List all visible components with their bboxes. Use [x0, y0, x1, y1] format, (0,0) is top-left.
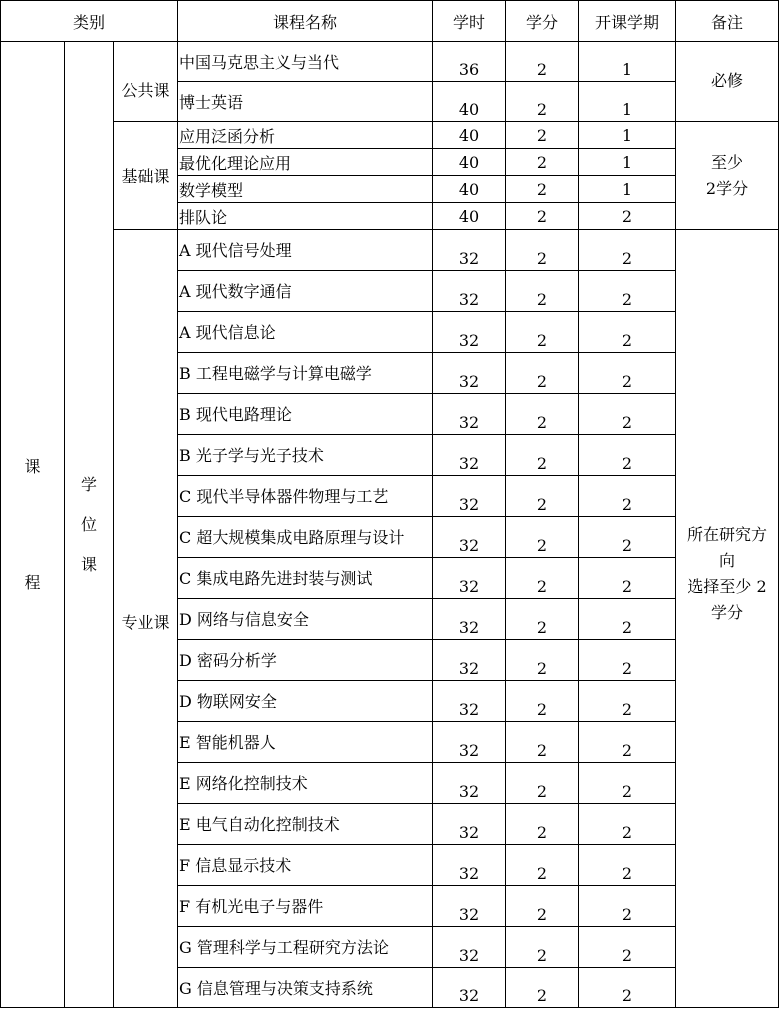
semester-cell: 1: [579, 82, 676, 122]
group-remark-cell: [676, 42, 779, 122]
group-remark-cell: [676, 122, 779, 230]
group-name-cell: 基础课: [114, 122, 178, 230]
remark-line: 必修: [711, 71, 744, 90]
group-name-cell: 专业课: [114, 230, 178, 1008]
credits-cell: 2: [506, 845, 579, 886]
credits-cell: 2: [506, 763, 579, 804]
credits-cell: 2: [506, 558, 579, 599]
credits-cell: 2: [506, 353, 579, 394]
header-semester: 开课学期: [579, 1, 676, 42]
hours-cell: 32: [433, 435, 506, 476]
course-name-cell: C 现代半导体器件物理与工艺: [178, 476, 433, 517]
hours-cell: 32: [433, 640, 506, 681]
semester-cell: 2: [579, 968, 676, 1008]
credits-cell: 2: [506, 122, 579, 149]
category-level2-char: 位: [80, 514, 97, 534]
credits-cell: 2: [506, 149, 579, 176]
semester-cell: 2: [579, 927, 676, 968]
semester-cell: 2: [579, 203, 676, 230]
course-name-cell: 应用泛函分析: [178, 122, 433, 149]
credits-cell: 2: [506, 599, 579, 640]
table-row: [1, 230, 779, 271]
semester-cell: 1: [579, 42, 676, 82]
semester-cell: 2: [579, 599, 676, 640]
semester-cell: 2: [579, 353, 676, 394]
semester-cell: 2: [579, 517, 676, 558]
category-level1-char: 程: [24, 572, 41, 592]
course-name-cell: E 电气自动化控制技术: [178, 804, 433, 845]
credits-cell: 2: [506, 230, 579, 271]
semester-cell: 2: [579, 271, 676, 312]
course-name-cell: D 密码分析学: [178, 640, 433, 681]
group-remark-cell: [676, 230, 779, 1008]
credits-cell: 2: [506, 722, 579, 763]
course-name-cell: 数学模型: [178, 176, 433, 203]
table-row: [1, 122, 779, 149]
hours-cell: 36: [433, 42, 506, 82]
course-name-cell: F 信息显示技术: [178, 845, 433, 886]
header-row: [1, 1, 779, 42]
hours-cell: 32: [433, 722, 506, 763]
hours-cell: 40: [433, 149, 506, 176]
hours-cell: 32: [433, 271, 506, 312]
semester-cell: 2: [579, 804, 676, 845]
hours-cell: 32: [433, 476, 506, 517]
course-name-cell: 中国马克思主义与当代: [178, 42, 433, 82]
group-name-cell: 公共课: [114, 42, 178, 122]
course-name-cell: A 现代数字通信: [178, 271, 433, 312]
credits-cell: 2: [506, 681, 579, 722]
semester-cell: 2: [579, 558, 676, 599]
hours-cell: 32: [433, 804, 506, 845]
course-name-cell: 最优化理论应用: [178, 149, 433, 176]
credits-cell: 2: [506, 82, 579, 122]
semester-cell: 1: [579, 122, 676, 149]
course-name-cell: B 光子学与光子技术: [178, 435, 433, 476]
category-level1-cell: [1, 42, 65, 1008]
course-name-cell: C 超大规模集成电路原理与设计: [178, 517, 433, 558]
hours-cell: 40: [433, 203, 506, 230]
credits-cell: 2: [506, 203, 579, 230]
credits-cell: 2: [506, 968, 579, 1008]
credits-cell: 2: [506, 640, 579, 681]
hours-cell: 40: [433, 176, 506, 203]
remark-line: 学分: [711, 603, 744, 622]
semester-cell: 2: [579, 435, 676, 476]
hours-cell: 32: [433, 968, 506, 1008]
credits-cell: 2: [506, 804, 579, 845]
semester-cell: 2: [579, 886, 676, 927]
credits-cell: 2: [506, 927, 579, 968]
hours-cell: 32: [433, 230, 506, 271]
course-name-cell: F 有机光电子与器件: [178, 886, 433, 927]
semester-cell: 2: [579, 681, 676, 722]
hours-cell: 32: [433, 558, 506, 599]
credits-cell: 2: [506, 42, 579, 82]
category-level2-char: 学: [80, 474, 97, 494]
course-name-cell: 博士英语: [178, 82, 433, 122]
course-name-cell: A 现代信号处理: [178, 230, 433, 271]
course-name-cell: E 智能机器人: [178, 722, 433, 763]
semester-cell: 2: [579, 476, 676, 517]
table-row: [1, 42, 779, 82]
course-table-body: [1, 42, 779, 1008]
hours-cell: 32: [433, 394, 506, 435]
hours-cell: 32: [433, 312, 506, 353]
credits-cell: 2: [506, 517, 579, 558]
hours-cell: 32: [433, 763, 506, 804]
credits-cell: 2: [506, 312, 579, 353]
hours-cell: 32: [433, 599, 506, 640]
remark-line: 选择至少 2: [687, 577, 767, 596]
hours-cell: 32: [433, 886, 506, 927]
category-level1-char: 课: [24, 456, 41, 476]
semester-cell: 2: [579, 722, 676, 763]
category-level2-cell: [65, 42, 114, 1008]
semester-cell: 2: [579, 312, 676, 353]
hours-cell: 32: [433, 927, 506, 968]
hours-cell: 32: [433, 517, 506, 558]
course-name-cell: A 现代信息论: [178, 312, 433, 353]
hours-cell: 40: [433, 82, 506, 122]
remark-line: 至少: [711, 152, 744, 172]
semester-cell: 2: [579, 845, 676, 886]
course-name-cell: D 物联网安全: [178, 681, 433, 722]
semester-cell: 2: [579, 394, 676, 435]
credits-cell: 2: [506, 476, 579, 517]
course-name-cell: B 现代电路理论: [178, 394, 433, 435]
credits-cell: 2: [506, 394, 579, 435]
course-name-cell: B 工程电磁学与计算电磁学: [178, 353, 433, 394]
course-name-cell: 排队论: [178, 203, 433, 230]
course-name-cell: E 网络化控制技术: [178, 763, 433, 804]
credits-cell: 2: [506, 886, 579, 927]
hours-cell: 40: [433, 122, 506, 149]
remark-line: 2学分: [705, 178, 749, 198]
credits-cell: 2: [506, 176, 579, 203]
hours-cell: 32: [433, 845, 506, 886]
course-name-cell: G 管理科学与工程研究方法论: [178, 927, 433, 968]
header-remarks: 备注: [676, 1, 779, 42]
remark-line: 所在研究方: [687, 525, 768, 544]
header-course-name: 课程名称: [178, 1, 433, 42]
course-name-cell: G 信息管理与决策支持系统: [178, 968, 433, 1008]
course-name-cell: C 集成电路先进封装与测试: [178, 558, 433, 599]
semester-cell: 2: [579, 640, 676, 681]
category-level2-char: 课: [80, 554, 97, 574]
remark-line: 向: [719, 551, 736, 570]
course-name-cell: D 网络与信息安全: [178, 599, 433, 640]
credits-cell: 2: [506, 271, 579, 312]
hours-cell: 32: [433, 681, 506, 722]
credits-cell: 2: [506, 435, 579, 476]
header-category: 类别: [1, 1, 178, 42]
semester-cell: 2: [579, 230, 676, 271]
semester-cell: 1: [579, 149, 676, 176]
hours-cell: 32: [433, 353, 506, 394]
semester-cell: 1: [579, 176, 676, 203]
semester-cell: 2: [579, 763, 676, 804]
header-credits: 学分: [506, 1, 579, 42]
header-hours: 学时: [433, 1, 506, 42]
